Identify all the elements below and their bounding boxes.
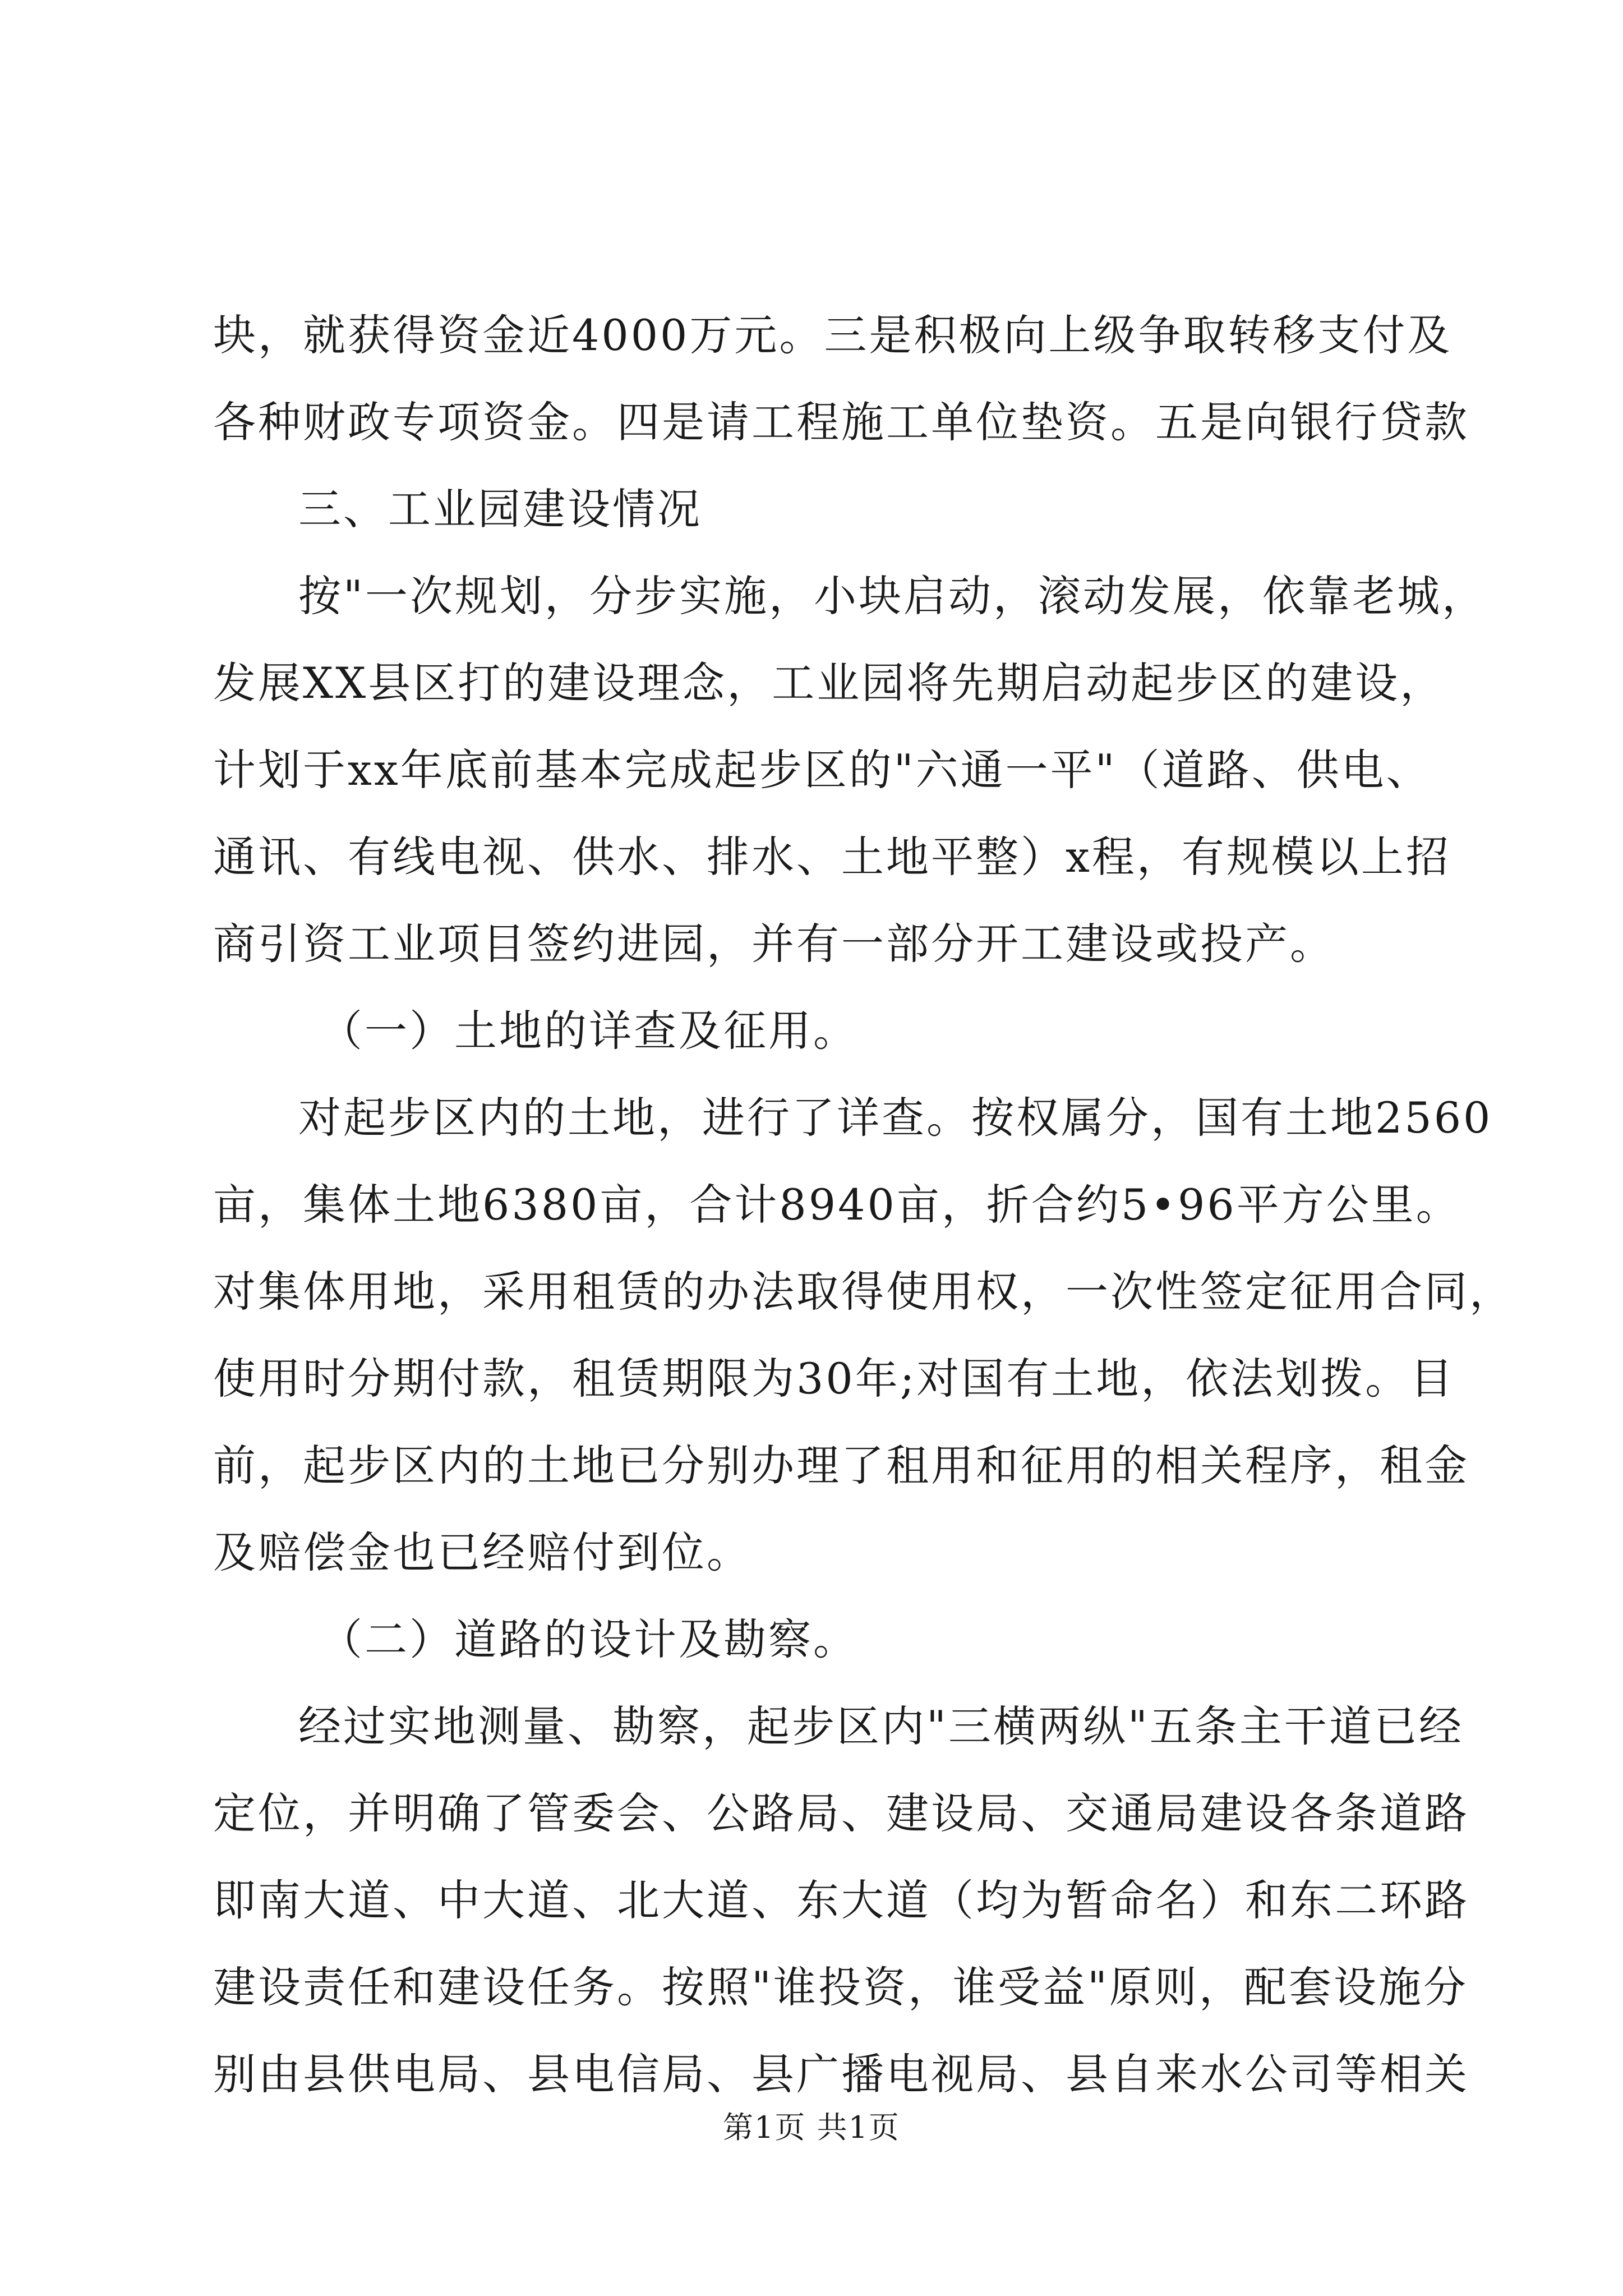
text-line: 对起步区内的土地，进行了详查。按权属分，国有土地2560 [298,1093,1493,1143]
text-line: 计划于xx年底前基本完成起步区的"六通一平"（道路、供电、 [213,745,1431,795]
text-line: 各种财政专项资金。四是请工程施工单位垫资。五是向银行贷款 [213,397,1469,447]
text-line: 亩，集体土地6380亩，合计8940亩，折合约5•96平方公里。 [213,1180,1461,1230]
text-line: 块，就获得资金近4000万元。三是积极向上级争取转移支付及 [213,310,1453,360]
document-body [213,292,1514,2118]
text-line: 前，起步区内的土地已分别办理了租用和征用的相关程序，租金 [213,1441,1469,1490]
text-line: 建设责任和建设任务。按照"谁投资，谁受益"原则，配套设施分 [213,1962,1468,2012]
page-number-label: 第1页 共1页 [723,2110,900,2145]
text-line: 定位，并明确了管委会、公路局、建设局、交通局建设各条道路 [213,1788,1469,1838]
text-line: 及赔偿金也已经赔付到位。 [213,1527,751,1577]
text-line: 发展XX县区打的建设理念，工业园将先期启动起步区的建设， [213,658,1445,708]
text-line: 通讯、有线电视、供水、排水、土地平整）x程，有规模以上招 [213,832,1451,882]
text-line: 对集体用地，采用租赁的办法取得使用权，一次性签定征用合同， [213,1267,1514,1317]
section-heading: 三、工业园建设情况 [298,484,702,534]
subsection-heading: （一）土地的详查及征用。 [320,1006,858,1056]
text-line: 商引资工业项目签约进园，并有一部分开工建设或投产。 [213,919,1335,969]
subsection-heading: （二）道路的设计及勘察。 [320,1614,858,1664]
text-line: 别由县供电局、县电信局、县广播电视局、县自来水公司等相关 [213,2049,1469,2099]
text-line: 使用时分期付款，租赁期限为30年;对国有土地，依法划拨。目 [213,1354,1455,1404]
page-footer [0,2108,1623,2147]
text-line: 经过实地测量、勘察，起步区内"三横两纵"五条主干道已经 [298,1701,1464,1751]
text-line: 按"一次规划，分步实施，小块启动，滚动发展，依靠老城， [298,571,1487,621]
text-line: 即南大道、中大道、北大道、东大道（均为暂命名）和东二环路 [213,1875,1469,1925]
